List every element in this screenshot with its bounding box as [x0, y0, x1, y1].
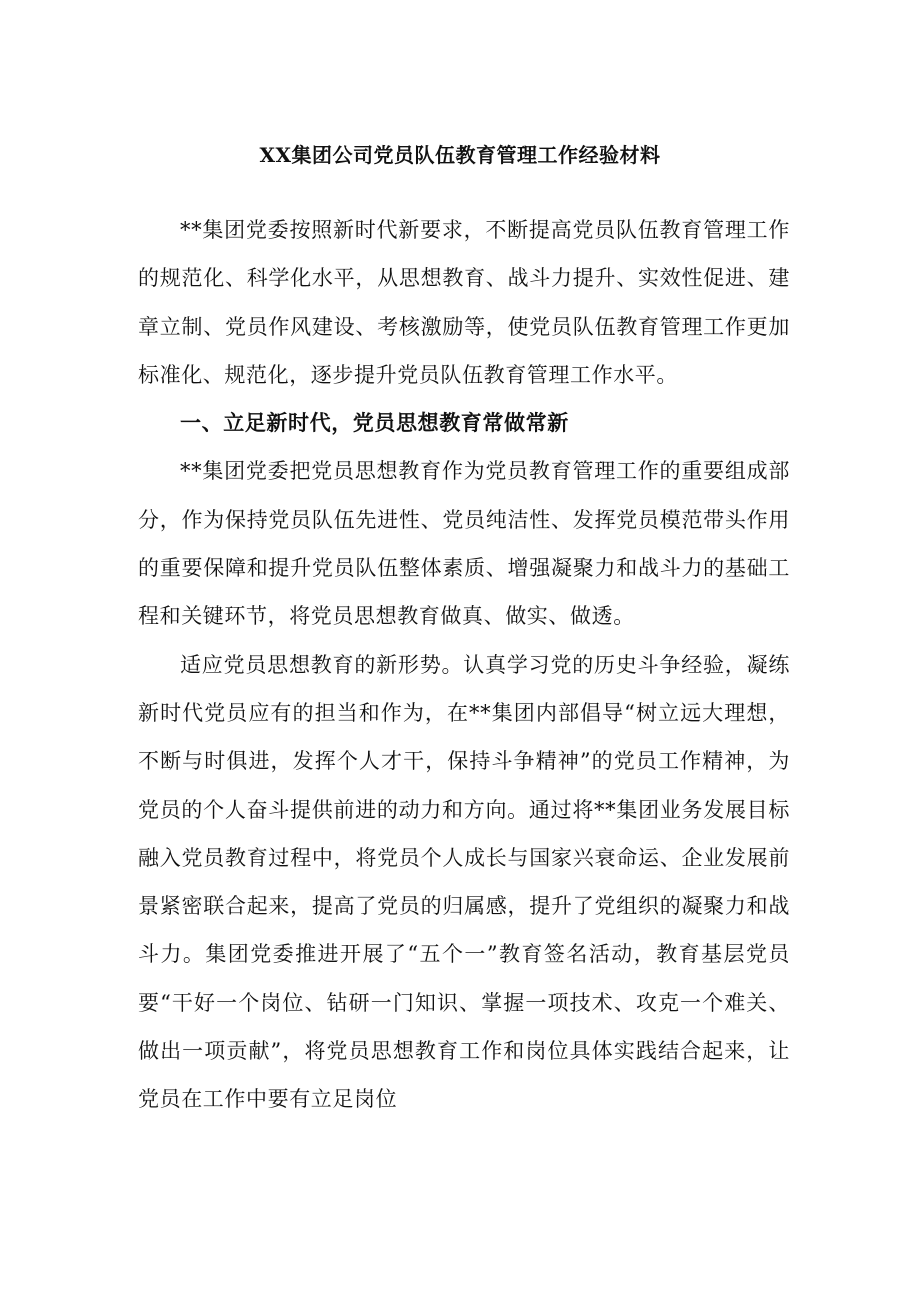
section-1-paragraph-2: 适应党员思想教育的新形势。认真学习党的历史斗争经验，凝练新时代党员应有的担当和作为，在**集团内部倡导“树立远大理想，不断与时俱进，发挥个人才干，保持斗争精神”的党员工作精神，为党员的个人奋斗提供前进的动力和方向。通过将**集团业务发展目标融入党员教育过程中，将党员个人成长与国家兴衰命运、企业发展前景紧密联合起来，提高了党员的归属感，提升了党组织的凝聚力和战斗力。集团党委推进开展了“五个一”教育签名活动，教育基层党员要“干好一个岗位、钻研一门知识、掌握一项技术、攻克一个难关、做出一项贡献”，将党员思想教育工作和岗位具体实践结合起来，让党员在工作中要有立足岗位 — [138, 652, 790, 1112]
section-heading-1: 一、立足新时代，党员思想教育常做常新 — [180, 410, 569, 436]
document-title: XX集团公司党员队伍教育管理工作经验材料 — [259, 143, 661, 167]
intro-paragraph: **集团党委按照新时代新要求，不断提高党员队伍教育管理工作的规范化、科学化水平，从思想教育、战斗力提升、实效性促进、建章立制、党员作风建设、考核激励等，使党员队伍教育管理工作更加标准化、规范化，逐步提升党员队伍教育管理工作水平。 — [138, 218, 790, 387]
document-body — [138, 206, 790, 1124]
section-1-paragraph-1: **集团党委把党员思想教育作为党员教育管理工作的重要组成部分，作为保持党员队伍先进性、党员纯洁性、发挥党员模范带头作用的重要保障和提升党员队伍整体素质、增强凝聚力和战斗力的基础工程和关键环节，将党员思想教育做真、做实、做透。 — [138, 459, 790, 629]
